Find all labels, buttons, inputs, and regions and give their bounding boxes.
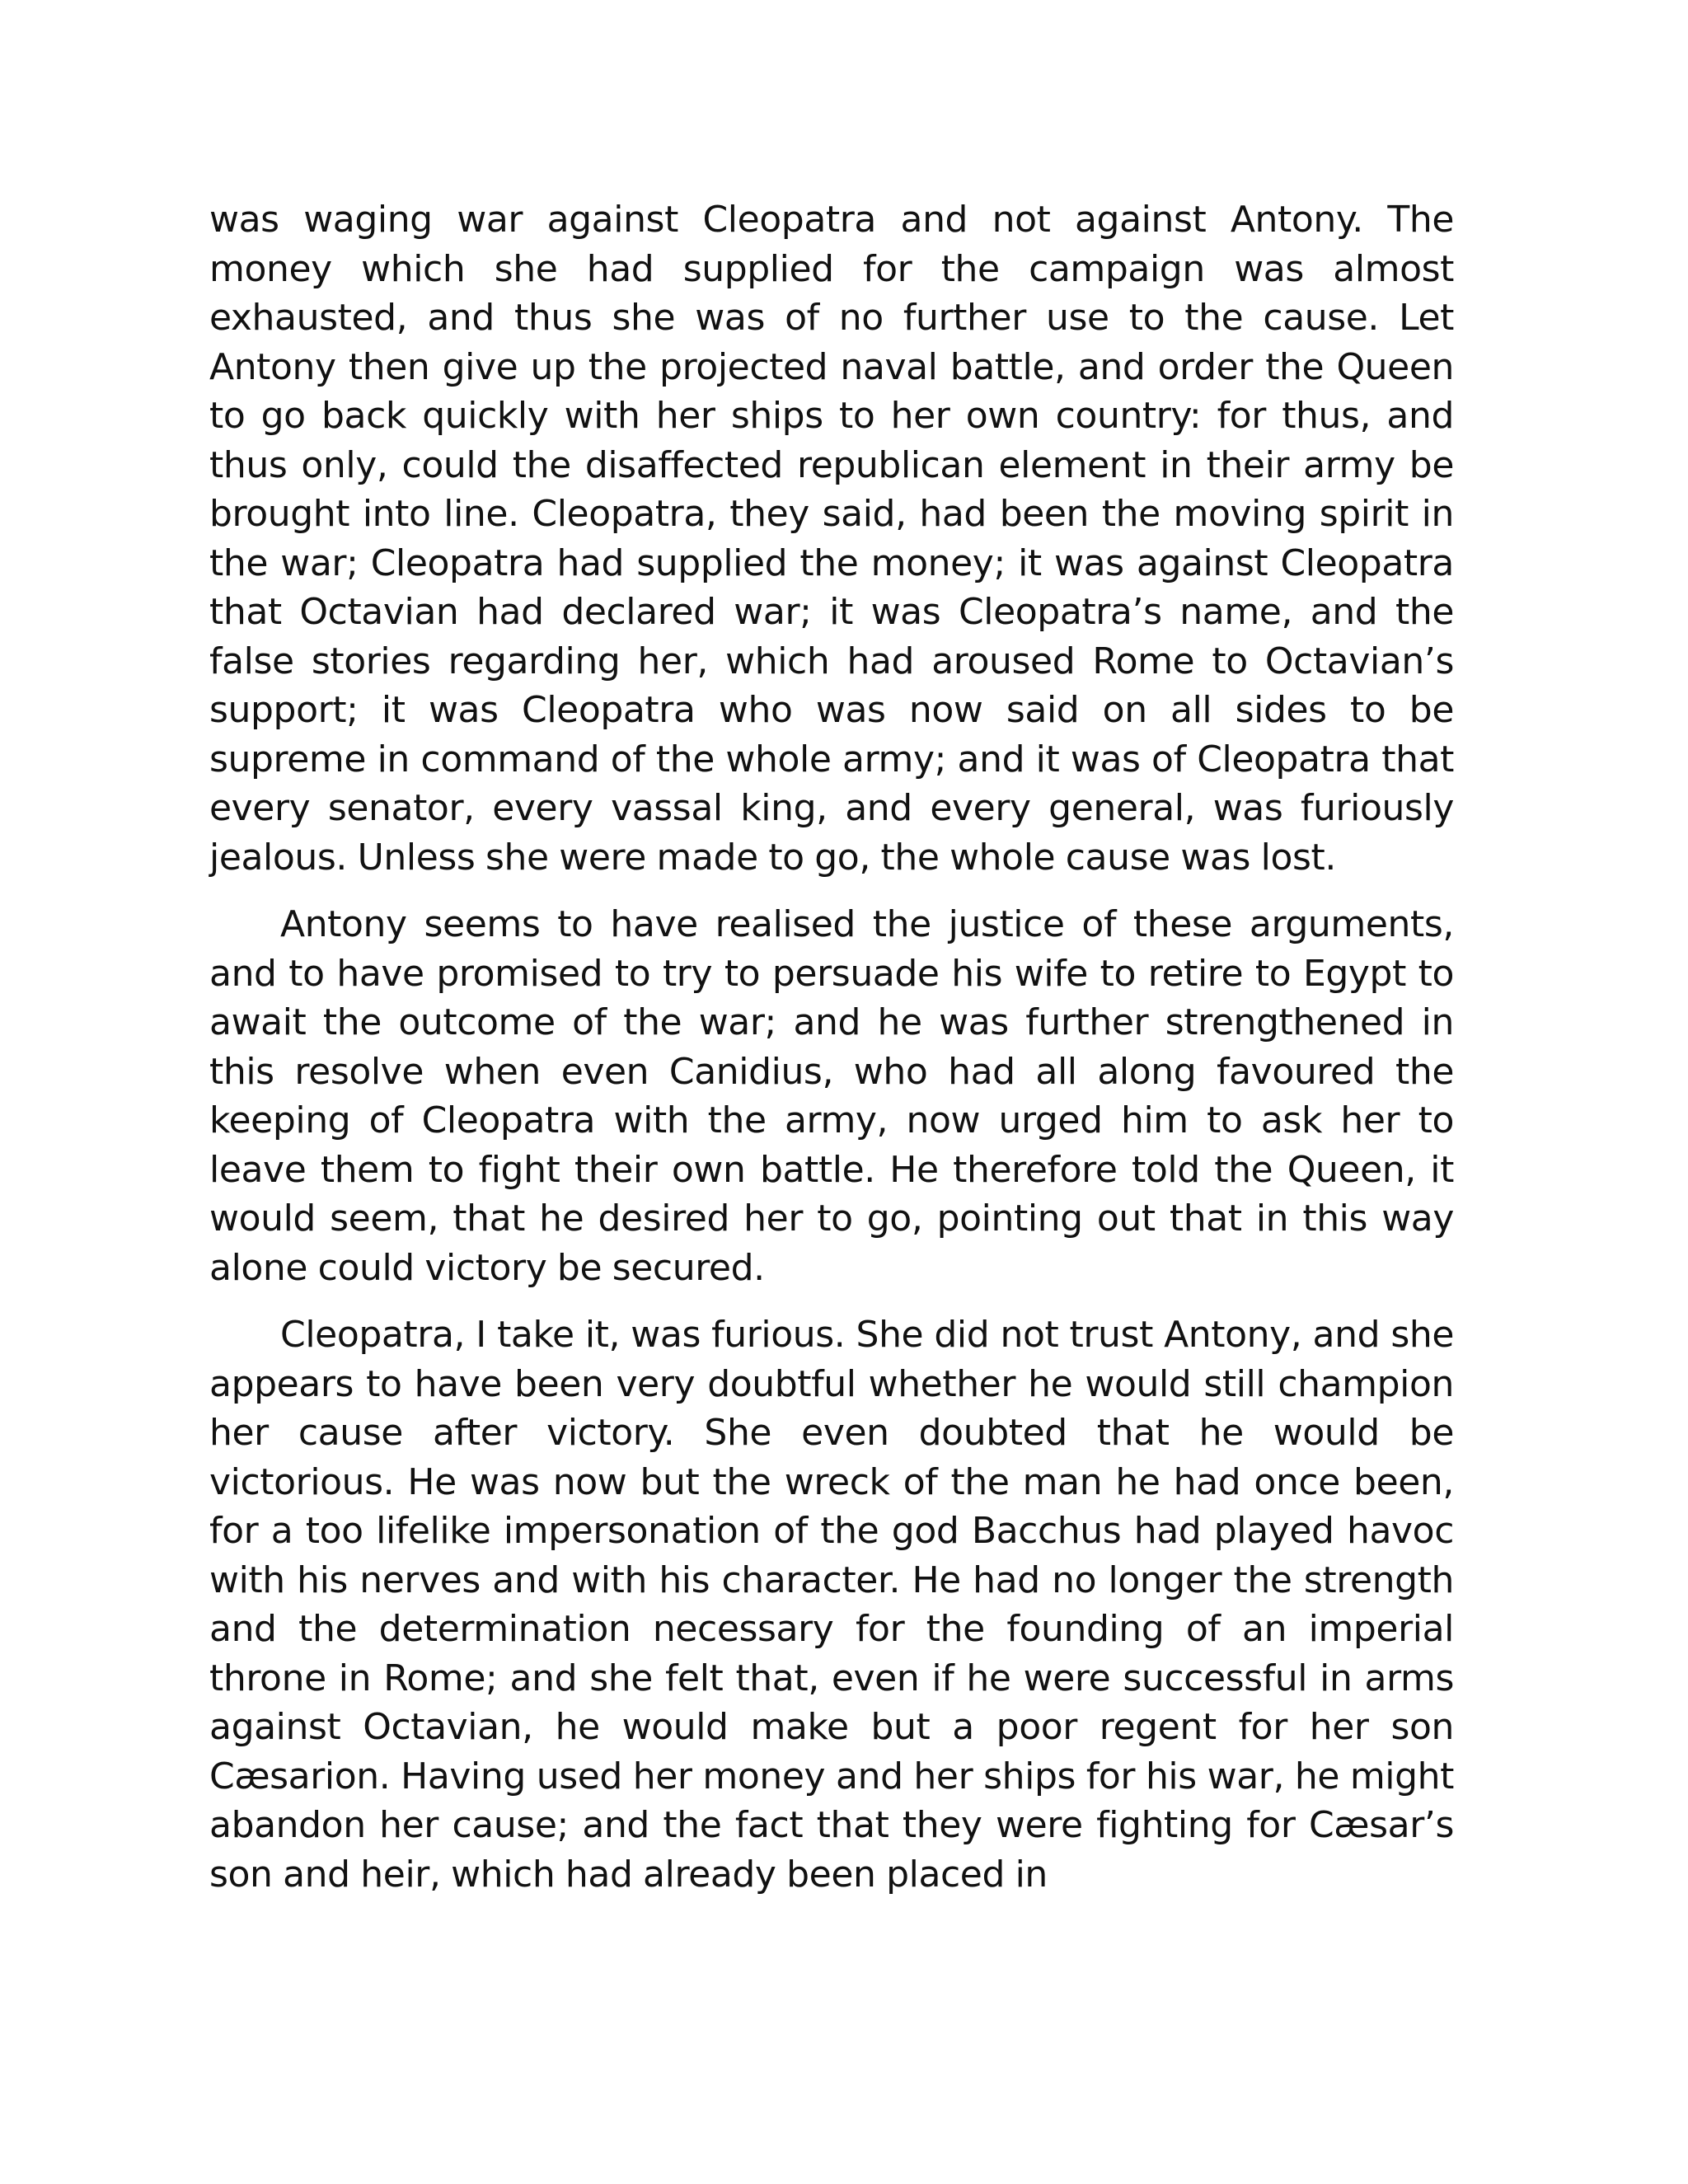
paragraph-3: Cleopatra, I take it, was furious. She did not trust Antony, and she appears to have been very doubtful whether he would still champion her cause after victory. She even doubted that he would be victorious. He was now but the wreck of the man he had once been, for a too lifelike impersonation of the god Bacchus had played havoc with his nerves and with his character. He had no longer the strength and the determination necessary for the founding of an imperial throne in Rome; and she felt that, even if he were successful in arms against Octavian, he would make but a poor regent for her son Cæsarion. Having used her money and her ships for his war, he might abandon her cause; and the fact that they were fighting for Cæsar’s son and heir, which had already been placed in [209, 1314, 1454, 1896]
paragraph-1: was waging war against Cleopatra and not against Antony. The money which she had supplied for the campaign was almost exhausted, and thus she was of no further use to the cause. Let Antony then give up the projected naval battle, and order the Queen to go back quickly with her ships to her own country: for thus, and thus only, could the disaffected republican element in their army be brought into line. Cleopatra, they said, had been the moving spirit in the war; Cleopatra had supplied the money; it was against Cleopatra that Octavian had declared war; it was Cleopatra’s name, and the false stories regarding her, which had aroused Rome to Octavian’s support; it was Cleopatra who was now said on all sides to be supreme in command of the whole army; and it was of Cleopatra that every senator, every vassal king, and every general, was furiously jealous. Unless she were made to go, the whole cause was lost. [209, 199, 1454, 879]
page-body [209, 195, 1454, 1899]
paragraph-2: Antony seems to have realised the justice of these arguments, and to have promised to try to persuade his wife to retire to Egypt to await the outcome of the war; and he was further strengthened in this resolve when even Canidius, who had all along favoured the keeping of Cleopatra with the army, now urged him to ask her to leave them to fight their own battle. He therefore told the Queen, it would seem, that he desired her to go, pointing out that in this way alone could victory be secured. [209, 903, 1454, 1289]
